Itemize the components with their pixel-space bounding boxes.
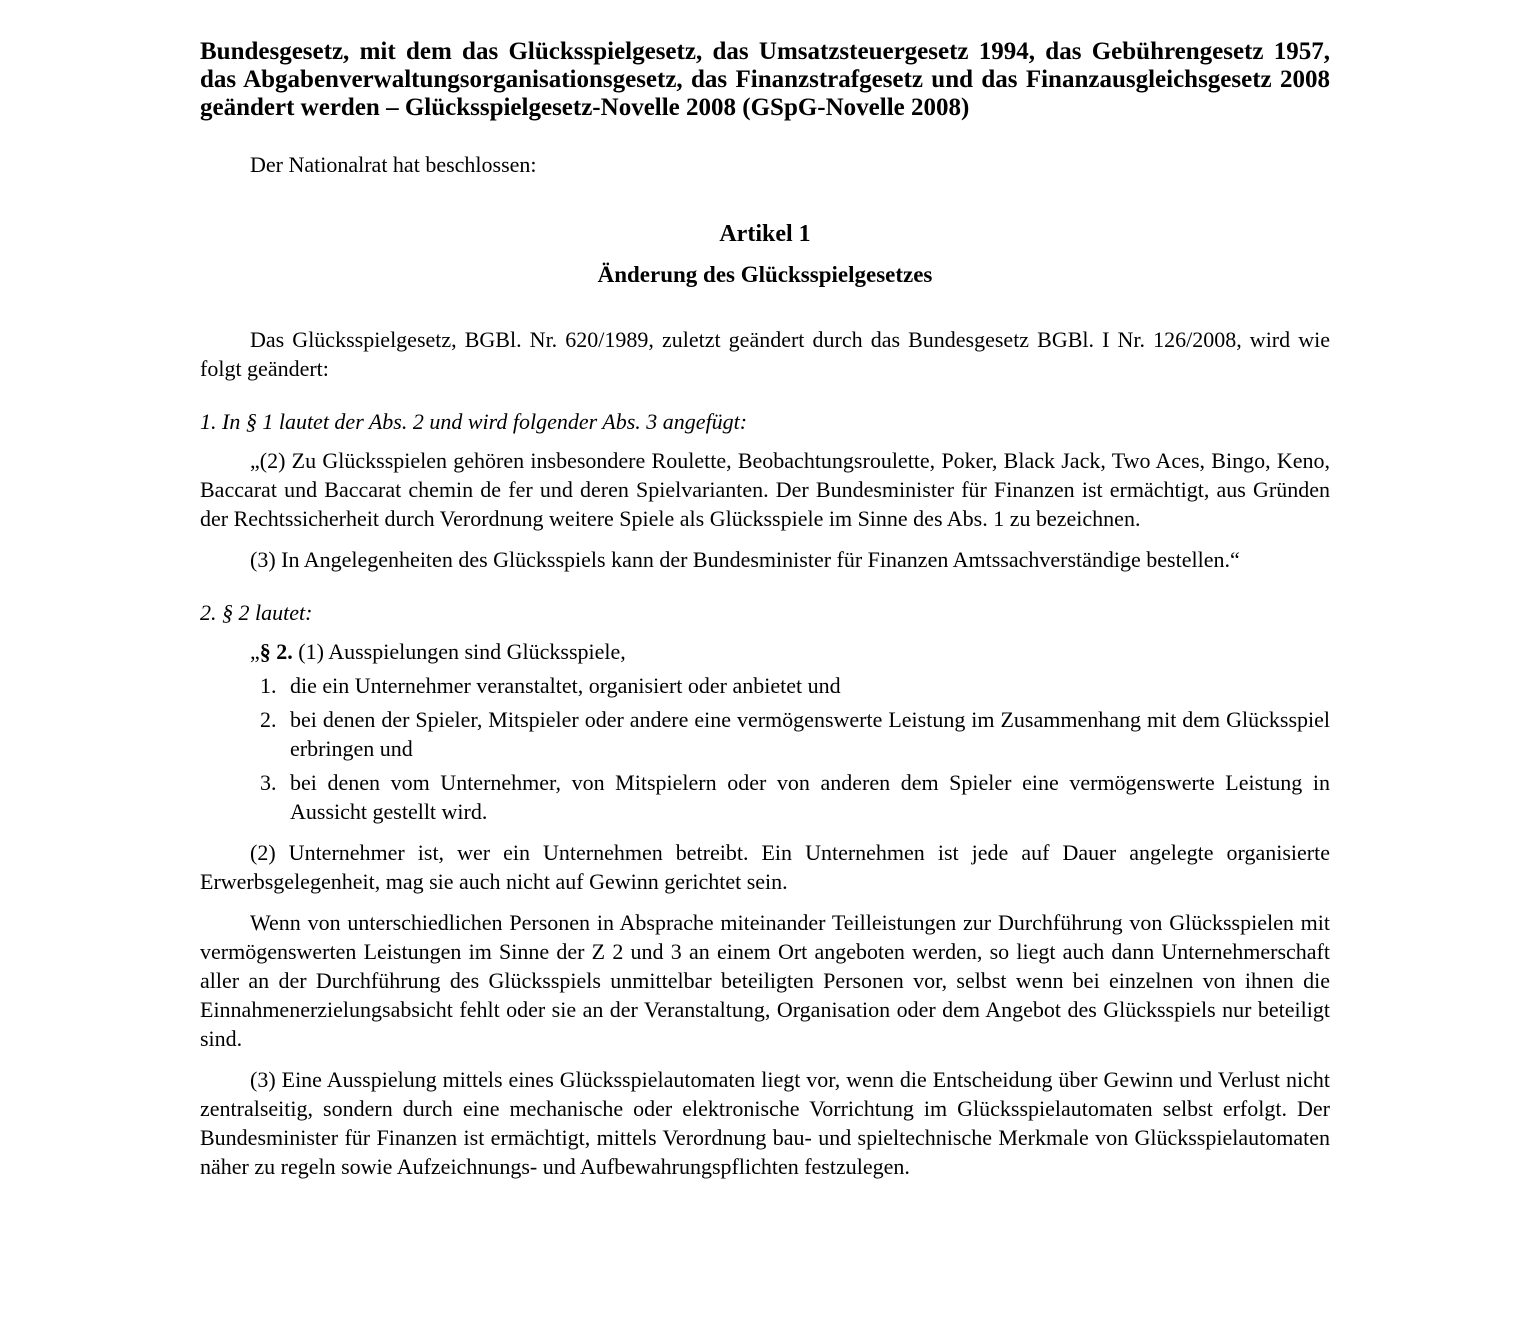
- amendment-2-instruction: 2. § 2 lautet:: [200, 600, 313, 625]
- list-item: [260, 705, 1330, 763]
- item-number: 3.: [260, 770, 277, 795]
- intro-paragraph: Das Glücksspielgesetz, BGBl. Nr. 620/1989, zuletzt geändert durch das Bundesgesetz BGBl. I Nr. 126/2008, wird wie folgt geändert:: [200, 327, 1330, 381]
- article-heading: Artikel 1: [719, 221, 811, 247]
- amendment-2-paragraph-2: (2) Unternehmer ist, wer ein Unternehmen betreibt. Ein Unternehmen ist jede auf Dauer angelegte organisierte Erwerbsgelegenheit, mag sie auch nicht auf Gewinn gerichtet sein.: [200, 840, 1330, 894]
- article-subheading: Änderung des Glücksspielgesetzes: [597, 262, 933, 287]
- law-title: Bundesgesetz, mit dem das Glücksspielgesetz, das Umsatzsteuergesetz 1994, das Gebührengesetz 1957, das Abgabenverwaltungsorganisationsgesetz, das Finanzstrafgesetz und das Finanzausgleichsgesetz 2008 geändert werden – Glücksspielgesetz-Novelle 2008 (GSpG-Novelle 2008): [200, 38, 1330, 121]
- item-number: 1.: [260, 673, 277, 698]
- section-intro-text: (1) Ausspielungen sind Glücksspiele,: [292, 639, 626, 664]
- opening-quote: „: [250, 639, 260, 664]
- list-item: [260, 671, 1330, 700]
- preamble: Der Nationalrat hat beschlossen:: [250, 152, 537, 177]
- amendment-1-paragraph-2: „(2) Zu Glücksspielen gehören insbesondere Roulette, Beobachtungsroulette, Poker, Black Jack, Two Aces, Bingo, Keno, Baccarat und Baccarat chemin de fer und deren Spielvarianten. Der Bundesminister für Finanzen ist ermächtigt, aus Gründen der Rechtssicherheit durch Verordnung weitere Spiele als Glücksspiele im Sinne des Abs. 1 zu bezeichnen.: [200, 448, 1330, 531]
- section-label: § 2.: [259, 639, 293, 664]
- amendment-1-paragraph-3: (3) In Angelegenheiten des Glücksspiels kann der Bundesminister für Finanzen Amtssachverständige bestellen.“: [250, 547, 1240, 572]
- item-text: bei denen vom Unternehmer, von Mitspielern oder von anderen dem Spieler eine vermögenswerte Leistung in Aussicht gestellt wird.: [290, 770, 1330, 824]
- list-item: [260, 768, 1330, 826]
- amendment-1-instruction: 1. In § 1 lautet der Abs. 2 und wird folgender Abs. 3 angefügt:: [200, 409, 748, 434]
- amendment-2-paragraph-2b: Wenn von unterschiedlichen Personen in Absprache miteinander Teilleistungen zur Durchführung von Glücksspielen mit vermögenswerten Leistungen im Sinne der Z 2 und 3 an einem Ort angeboten werden, so liegt auch dann Unternehmerschaft aller an der Durchführung des Glücksspiels unmittelbar beteiligten Personen vor, selbst wenn bei einzelnen von ihnen die Einnahmenerzielungsabsicht fehlt oder sie an der Veranstaltung, Organisation oder dem Angebot des Glücksspiels nur beteiligt sind.: [200, 910, 1330, 1051]
- amendment-2-paragraph-3: (3) Eine Ausspielung mittels eines Glücksspielautomaten liegt vor, wenn die Entscheidung über Gewinn und Verlust nicht zentralseitig, sondern durch eine mechanische oder elektronische Vorrichtung im Glücksspielautomaten selbst erfolgt. Der Bundesminister für Finanzen ist ermächtigt, mittels Verordnung bau- und spieltechnische Merkmale von Glücksspielautomaten näher zu regeln sowie Aufzeichnungs- und Aufbewahrungspflichten festzulegen.: [200, 1067, 1330, 1179]
- item-number: 2.: [260, 707, 277, 732]
- item-text: die ein Unternehmer veranstaltet, organisiert oder anbietet und: [290, 673, 841, 698]
- item-text: bei denen der Spieler, Mitspieler oder andere eine vermögenswerte Leistung im Zusammenhang mit dem Glücksspiel erbringen und: [290, 707, 1330, 761]
- amendment-2-section-intro: [200, 637, 1330, 666]
- numbered-list: [200, 671, 1330, 826]
